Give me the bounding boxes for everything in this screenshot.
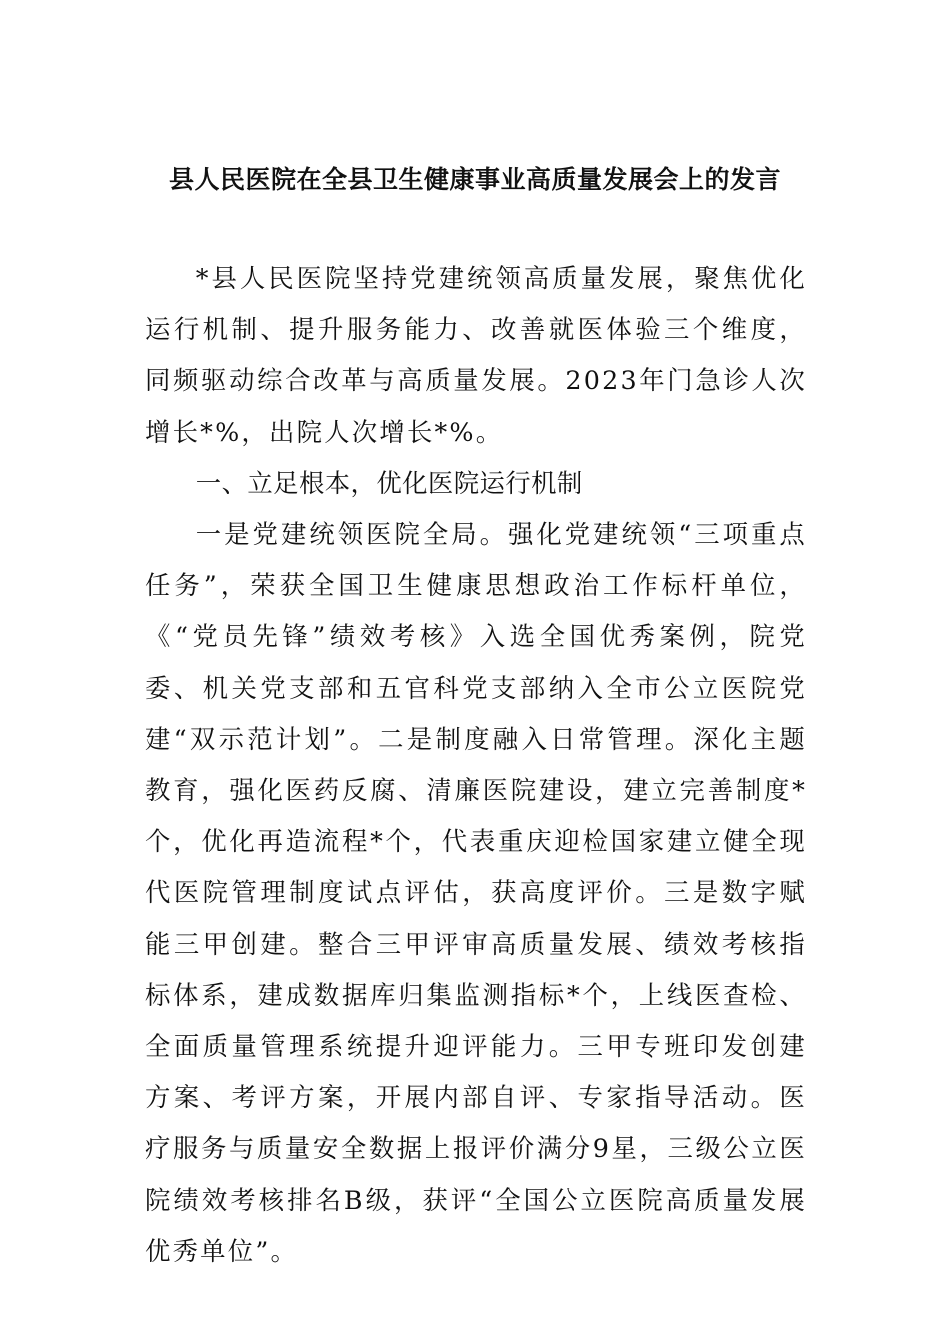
document-body xyxy=(145,253,807,1277)
intro-paragraph: *县人民医院坚持党建统领高质量发展，聚焦优化运行机制、提升服务能力、改善就医体验三个维度，同频驱动综合改革与高质量发展。2023年门急诊人次增长*%，出院人次增长*%。 xyxy=(145,263,807,447)
body-paragraph: 一是党建统领医院全局。强化党建统领“三项重点任务”，荣获全国卫生健康思想政治工作标杆单位，《“党员先锋”绩效考核》入选全国优秀案例，院党委、机关党支部和五官科党支部纳入全市公立医院党建“双示范计划”。二是制度融入日常管理。深化主题教育，强化医药反腐、清廉医院建设，建立完善制度*个，优化再造流程*个，代表重庆迎检国家建立健全现代医院管理制度试点评估，获高度评价。三是数字赋能三甲创建。整合三甲评审高质量发展、绩效考核指标体系，建成数据库归集监测指标*个，上线医查检、全面质量管理系统提升迎评能力。三甲专班印发创建方案、考评方案，开展内部自评、专家指导活动。医疗服务与质量安全数据上报评价满分9星，三级公立医院绩效考核排名B级，获评“全国公立医院高质量发展优秀单位”。 xyxy=(145,519,807,1266)
section-heading: 一、立足根本，优化医院运行机制 xyxy=(195,467,583,498)
document-title: 县人民医院在全县卫生健康事业高质量发展会上的发言 xyxy=(168,165,781,194)
